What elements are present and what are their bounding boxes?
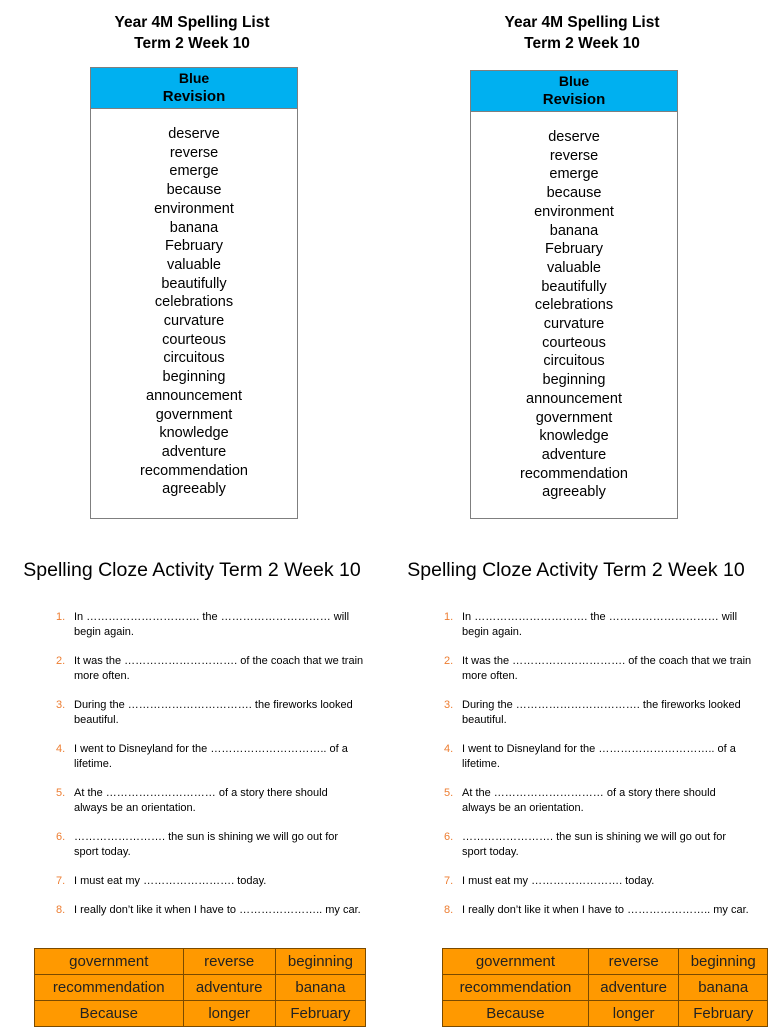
sentence-text: At the ………………………… of a story there should always be an orientation.: [462, 787, 716, 814]
sentence-number: 7.: [56, 875, 66, 887]
list-item: deserve: [548, 129, 600, 145]
spelling-list-box: [470, 70, 678, 519]
list-heading: [471, 71, 677, 112]
list-item: recommendation: [140, 462, 248, 479]
sentence-item: [52, 698, 364, 728]
sentence-text: I really don’t like it when I have to ………………….. my car.: [74, 904, 361, 916]
list-item: banana: [169, 219, 219, 236]
table-row: [35, 975, 366, 1001]
list-item: February: [544, 241, 604, 258]
sentence-number: 5.: [444, 787, 454, 799]
cloze-sentences: [52, 610, 364, 918]
list-heading-level: Blue: [558, 73, 590, 89]
table-row: [443, 949, 768, 975]
title-line-2: Term 2 Week 10: [134, 35, 250, 52]
table-row: [35, 949, 366, 975]
sentence-text: It was the …………………………. of the coach that we train more often.: [462, 655, 752, 682]
word-bank-cell: Because: [443, 1001, 589, 1027]
word-bank-cell: adventure: [183, 975, 275, 1001]
list-heading-type: Revision: [542, 91, 606, 108]
sentence-item: [52, 874, 364, 889]
list-item: recommendation: [520, 465, 628, 482]
sentence-number: 1.: [444, 611, 454, 623]
word-bank-cell: February: [679, 1001, 768, 1027]
list-item: environment: [534, 203, 614, 220]
word-bank-cell: longer: [588, 1001, 679, 1027]
word-bank-cell: reverse: [183, 949, 275, 975]
list-item: beginning: [542, 372, 606, 389]
word-bank-cell: longer: [183, 1001, 275, 1027]
word-bank-cell: Because: [35, 1001, 184, 1027]
sentence-item: [52, 654, 364, 684]
sentence-item: [440, 786, 752, 816]
word-bank-cell: February: [275, 1001, 365, 1027]
title-line-1: Year 4M Spelling List: [504, 14, 660, 31]
list-item: celebrations: [534, 297, 614, 314]
list-item: valuable: [546, 259, 601, 276]
sentence-text: In …………………………. the ………………………… will begin again.: [462, 611, 738, 638]
list-item: adventure: [541, 446, 607, 463]
word-bank-cell: government: [443, 949, 589, 975]
sentence-text: At the ………………………… of a story there should always be an orientation.: [74, 787, 328, 814]
sentence-number: 5.: [56, 787, 66, 799]
list-item: environment: [154, 200, 234, 217]
list-heading-type: Revision: [162, 88, 226, 105]
sentence-number: 1.: [56, 611, 66, 623]
list-item: February: [164, 238, 224, 255]
sentence-text: During the ……………………………. the fireworks looked beautiful.: [74, 699, 353, 726]
table-row: [443, 975, 768, 1001]
sentence-item: [52, 742, 364, 772]
word-bank-cell: reverse: [588, 949, 679, 975]
word-bank-cell: beginning: [275, 949, 365, 975]
sentence-number: 4.: [56, 743, 66, 755]
sentence-text: ……………………. the sun is shining we will go out for sport today.: [462, 831, 727, 858]
sentence-item: [52, 830, 364, 860]
list-item: emerge: [549, 166, 599, 183]
list-item: courteous: [162, 331, 226, 348]
spelling-list-box: [90, 67, 298, 519]
cloze-title: Spelling Cloze Activity Term 2 Week 10: [23, 559, 361, 581]
word-bank-cell: banana: [679, 975, 768, 1001]
sentence-number: 4.: [444, 743, 454, 755]
list-item: circuitous: [543, 353, 605, 370]
word-bank-cell: recommendation: [443, 975, 589, 1001]
table-row: [443, 1001, 768, 1027]
sentence-text: I must eat my ……………………. today.: [74, 875, 267, 887]
list-item: banana: [549, 222, 599, 239]
word-bank-table: [34, 948, 366, 1027]
list-item: agreeably: [542, 484, 606, 501]
word-bank-cell: recommendation: [35, 975, 184, 1001]
list-item: announcement: [526, 390, 622, 407]
list-item: because: [166, 182, 222, 199]
list-heading-level: Blue: [178, 70, 210, 86]
sentence-number: 7.: [444, 875, 454, 887]
sentence-item: [440, 903, 752, 918]
sentence-item: [440, 698, 752, 728]
list-item: valuable: [166, 256, 221, 273]
sentence-text: I really don’t like it when I have to ………………….. my car.: [462, 904, 749, 916]
list-item: emerge: [169, 163, 219, 180]
word-bank-cell: government: [35, 949, 184, 975]
table-row: [35, 1001, 366, 1027]
sentence-text: During the ……………………………. the fireworks looked beautiful.: [462, 699, 741, 726]
word-bank-cell: banana: [275, 975, 365, 1001]
sentence-number: 2.: [444, 655, 454, 667]
sentence-text: I went to Disneyland for the ………………………….. of a lifetime.: [74, 743, 348, 770]
sentence-text: In …………………………. the ………………………… will begin again.: [74, 611, 350, 638]
list-item: government: [535, 409, 613, 426]
worksheet-left: [0, 0, 384, 1024]
sentence-number: 8.: [56, 904, 66, 916]
list-heading: [91, 68, 297, 109]
list-item: reverse: [549, 147, 599, 164]
list-item: beautifully: [541, 278, 607, 295]
word-list: [471, 112, 677, 520]
list-item: beginning: [162, 369, 226, 386]
word-bank-cell: adventure: [588, 975, 679, 1001]
list-item: beautifully: [161, 275, 227, 292]
cloze-title: Spelling Cloze Activity Term 2 Week 10: [407, 559, 745, 581]
list-item: government: [155, 406, 233, 423]
sentence-number: 6.: [444, 831, 454, 843]
sentence-item: [440, 742, 752, 772]
sentence-text: ……………………. the sun is shining we will go out for sport today.: [74, 831, 339, 858]
list-item: curvature: [543, 316, 605, 333]
page-title: [0, 12, 384, 54]
list-item: courteous: [542, 334, 606, 351]
sentence-item: [440, 830, 752, 860]
word-bank-cell: beginning: [679, 949, 768, 975]
sentence-text: I must eat my ……………………. today.: [462, 875, 655, 887]
sentence-item: [440, 874, 752, 889]
page-title: [390, 12, 768, 54]
sentence-text: It was the …………………………. of the coach that we train more often.: [74, 655, 364, 682]
list-item: adventure: [161, 443, 227, 460]
list-item: knowledge: [159, 425, 229, 442]
list-item: curvature: [163, 313, 225, 330]
list-item: celebrations: [154, 294, 234, 311]
word-bank-table: [442, 948, 768, 1027]
list-item: agreeably: [162, 481, 226, 498]
list-item: knowledge: [539, 428, 609, 445]
list-item: deserve: [168, 126, 220, 142]
sentence-number: 3.: [56, 699, 66, 711]
sentence-item: [52, 903, 364, 918]
sentence-number: 3.: [444, 699, 454, 711]
sentence-text: I went to Disneyland for the ………………………….. of a lifetime.: [462, 743, 736, 770]
sentence-item: [52, 786, 364, 816]
sentence-number: 2.: [56, 655, 66, 667]
sentence-item: [440, 654, 752, 684]
list-item: circuitous: [163, 350, 225, 367]
sentence-number: 8.: [444, 904, 454, 916]
list-item: because: [546, 185, 602, 202]
sentence-item: [52, 610, 364, 640]
list-item: reverse: [169, 144, 219, 161]
cloze-sentences: [440, 610, 752, 918]
title-line-2: Term 2 Week 10: [524, 35, 640, 52]
title-line-1: Year 4M Spelling List: [114, 14, 270, 31]
list-item: announcement: [146, 387, 242, 404]
sentence-number: 6.: [56, 831, 66, 843]
sentence-item: [440, 610, 752, 640]
worksheet-right: [384, 0, 768, 1024]
word-list: [91, 109, 297, 517]
